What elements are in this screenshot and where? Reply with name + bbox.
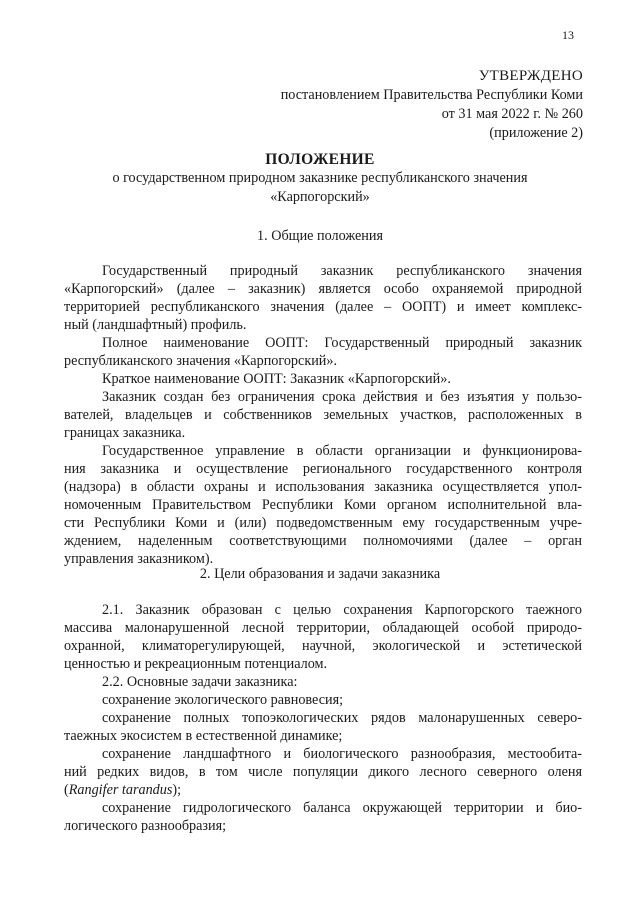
text-line: вателей, владельцев и собственников земельных участков, расположенных в [64,407,582,423]
text-line: «Карпогорский» (далее – заказник) является особо охраняемой природной [64,281,582,297]
approval-date: от 31 мая 2022 г. № 260 [441,106,583,122]
page-number: 13 [562,28,574,42]
approval-decree: постановлением Правительства Республики Коми [280,87,583,103]
text-line: ценностью и рекреационным потенциалом. [64,656,328,672]
text-line: таежных экосистем в естественной динамике; [64,728,343,744]
text-line [64,781,582,799]
text-line: сохранение полных топоэкологических рядов малонарушенных северо- [102,710,582,726]
text-line: номоченным Правительством Республики Коми органом исполнительной вла- [64,497,582,513]
text-line: Государственный природный заказник республиканского значения [102,263,582,279]
species-latin-name: Rangifer tarandus [68,782,173,798]
text-line: 2.2. Основные задачи заказника: [102,674,298,690]
text-line: Полное наименование ООПТ: Государственный природный заказник [102,335,582,351]
section-2-body [64,601,582,835]
text-line: массива малонарушенной лесной территории, обладающей особой природо- [64,620,582,636]
text-line: сохранение ландшафтного и биологического разнообразия, местообита- [102,746,582,762]
text-line: Государственное управление в области организации и функционирова- [102,443,582,459]
text-line: логического разнообразия; [64,818,227,834]
text-line: ждением, наделенным соответствующими полномочиями (далее – орган [64,533,582,549]
text-line-close: ); [172,782,182,798]
approval-appendix: (приложение 2) [489,125,583,141]
text-line: сти Республики Коми и (или) подведомственным ему государственным учре- [64,515,582,531]
text-line: Заказник создан без ограничения срока действия и без изъятия у пользо- [102,389,582,405]
approval-stamp [203,67,583,143]
text-line: сохранение экологического равновесия; [102,692,344,708]
text-line: 2.1. Заказник образован с целью сохранения Карпогорского таежного [102,602,582,618]
text-line-open: ( [64,782,69,798]
document-subtitle-line2: «Карпогорский» [270,189,370,205]
document-title: ПОЛОЖЕНИЕ [265,151,375,168]
text-line: охранной, климаторегулирующей, научной, экологической и эстетической [64,638,582,654]
document-title-block [60,150,580,207]
text-line: управления заказником). [64,551,214,567]
text-line: (надзора) в области охраны и использования заказника осуществляется упол- [64,479,582,495]
section-2-heading: 2. Цели образования и задачи заказника [199,566,441,582]
text-line: ный (ландшафтный) профиль. [64,317,247,333]
text-line: ния заказника и осуществление регионального государственного контроля [64,461,582,477]
text-line: сохранение гидрологического баланса окружающей территории и био- [102,800,582,816]
text-line: ний редких видов, в том числе популяции дикого лесного северного оленя [64,764,582,780]
text-line: границах заказника. [64,425,186,441]
section-1-body [64,262,582,568]
text-line: Краткое наименование ООПТ: Заказник «Карпогорский». [102,371,451,387]
section-1-heading: 1. Общие положения [257,228,383,244]
document-subtitle-line1: о государственном природном заказнике республиканского значения [112,170,528,186]
text-line: территорией республиканского значения (далее – ООПТ) и имеет комплекс- [64,299,582,315]
text-line: республиканского значения «Карпогорский». [64,353,338,369]
approval-heading: УТВЕРЖДЕНО [478,68,583,84]
